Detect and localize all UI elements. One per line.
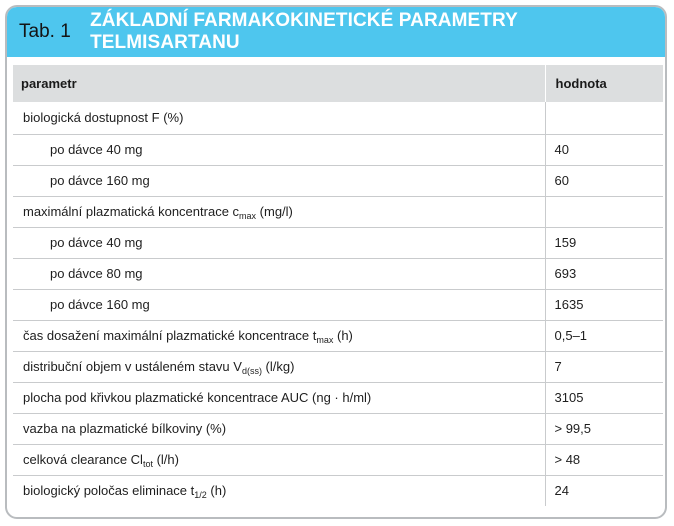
parameter-label: po dávce 160 mg [50, 173, 150, 188]
value-cell: 159 [545, 227, 663, 258]
value-cell [545, 102, 663, 134]
parameter-unit: (h) [206, 483, 227, 499]
parameter-cell [13, 102, 545, 134]
parameter-unit: (l/kg) [261, 359, 295, 374]
value-cell: 693 [545, 258, 663, 289]
value-cell: 0,5–1 [545, 320, 663, 351]
parameter-label: po dávce 160 mg [50, 297, 150, 312]
parameter-label: biologický poločas eliminace t [23, 483, 195, 499]
parameter-label: plocha pod křivkou plazmatické koncentrace AUC (ng · h/ml) [23, 390, 372, 405]
value-cell: 24 [545, 475, 663, 506]
table-row [13, 165, 663, 196]
parameter-unit: (l/h) [152, 452, 179, 467]
column-header-value: hodnota [545, 65, 663, 102]
table-row [13, 351, 663, 382]
value-cell: 3105 [545, 382, 663, 413]
parameter-cell [13, 413, 545, 444]
parameter-subscript: tot [142, 459, 153, 469]
parameter-unit: (mg/l) [256, 204, 293, 219]
parameter-cell [13, 289, 545, 320]
parameter-label: celková clearance Cl [23, 452, 143, 467]
value-cell: 1635 [545, 289, 663, 320]
parameter-cell [13, 382, 545, 413]
parameter-cell [13, 475, 545, 506]
table-row [13, 413, 663, 444]
parameter-cell [13, 351, 545, 382]
table-row [13, 475, 663, 506]
table-card [5, 5, 667, 519]
parameter-cell [13, 196, 545, 227]
table-row [13, 444, 663, 475]
parameter-unit: (h) [333, 328, 353, 343]
parameter-cell [13, 165, 545, 196]
table-row [13, 134, 663, 165]
table-title: ZÁKLADNÍ FARMAKOKINETICKÉ PARAMETRY TELMISARTANU [90, 10, 518, 53]
parameter-cell [13, 134, 545, 165]
table-header-row [13, 65, 663, 102]
parameter-subscript: max [239, 211, 257, 221]
table-row [13, 320, 663, 351]
parameter-label: biologická dostupnost F (%) [23, 110, 184, 126]
parameter-label: čas dosažení maximální plazmatické koncentrace t [23, 328, 317, 343]
parameter-subscript: d(ss) [241, 366, 262, 376]
parameter-cell [13, 227, 545, 258]
parameter-label: po dávce 40 mg [50, 142, 143, 157]
value-cell: 40 [545, 134, 663, 165]
table-number: Tab. 1 [19, 21, 71, 42]
table-row [13, 196, 663, 227]
table-body [13, 102, 663, 506]
value-cell: 60 [545, 165, 663, 196]
parameter-label: maximální plazmatická koncentrace c [23, 204, 240, 219]
value-cell [545, 196, 663, 227]
table-row [13, 258, 663, 289]
parameter-label: po dávce 80 mg [50, 266, 143, 281]
table-row [13, 382, 663, 413]
table-row [13, 289, 663, 320]
parameter-label: distribuční objem v ustáleném stavu V [23, 359, 242, 374]
table-row [13, 102, 663, 134]
parameter-cell [13, 320, 545, 351]
column-header-parameter: parametr [21, 76, 77, 91]
parameter-label: po dávce 40 mg [50, 235, 143, 250]
table-wrap [7, 57, 665, 506]
parameter-subscript: 1/2 [194, 490, 207, 501]
value-cell: > 99,5 [545, 413, 663, 444]
parameter-cell [13, 258, 545, 289]
pharmacokinetics-table [13, 65, 663, 506]
parameter-subscript: max [316, 335, 334, 345]
value-cell: > 48 [545, 444, 663, 475]
table-title-bar [7, 7, 665, 57]
table-row [13, 227, 663, 258]
parameter-label: vazba na plazmatické bílkoviny (%) [23, 421, 227, 436]
parameter-cell [13, 444, 545, 475]
value-cell: 7 [545, 351, 663, 382]
